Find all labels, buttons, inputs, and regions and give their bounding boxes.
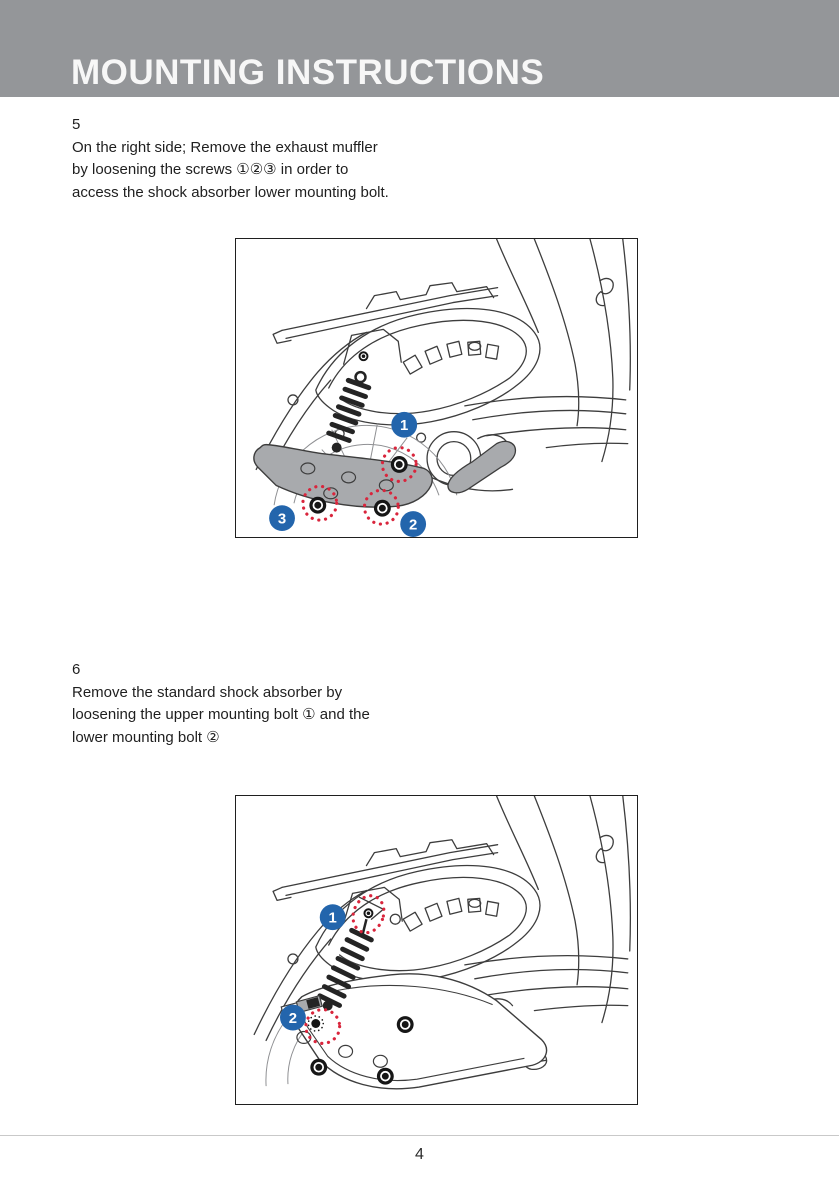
step-5-line-1: On the right side; Remove the exhaust muffler [72, 138, 378, 156]
step-5-line-3: access the shock absorber lower mounting bolt. [72, 183, 389, 201]
svg-text:1: 1 [328, 910, 337, 927]
kickstart-lever [448, 441, 516, 492]
svg-text:1: 1 [400, 418, 409, 435]
header-band [0, 0, 839, 97]
callout-badge-3 [269, 505, 295, 531]
step-6-line-2: loosening the upper mounting bolt ① and the [72, 706, 370, 723]
page-title: MOUNTING INSTRUCTIONS [71, 53, 545, 92]
screw-2-icon [374, 500, 391, 517]
frame-bolt-icon [359, 351, 369, 361]
step-6-line-1: Remove the standard shock absorber by [72, 683, 343, 701]
screw-1-icon [391, 456, 408, 473]
shock-removal-drawing [236, 796, 637, 1104]
footer-divider [0, 1135, 839, 1136]
step-6-block [72, 659, 492, 749]
callout-badge-1 [320, 904, 346, 930]
svg-text:2: 2 [409, 517, 418, 534]
cover-bolt-icon [377, 1068, 394, 1085]
muffler-removal-drawing [236, 239, 637, 537]
upper-mounting-bolt-icon [363, 908, 373, 918]
shock-absorber-spring [329, 372, 369, 452]
svg-text:3: 3 [277, 511, 287, 528]
cover-bolt-icon [397, 1016, 414, 1033]
page-number: 4 [415, 1146, 424, 1163]
screw-3-icon [309, 497, 326, 514]
figure-muffler-removal [235, 238, 638, 538]
figure-shock-removal [235, 795, 638, 1105]
step-6-line-3: lower mounting bolt ② [72, 728, 220, 746]
step-5-number: 5 [72, 116, 81, 133]
step-6-number: 6 [72, 661, 81, 678]
cover-bolt-icon [310, 1059, 327, 1076]
callout-badge-2 [400, 511, 426, 537]
callout-badge-2 [280, 1005, 306, 1031]
callout-badge-1 [391, 412, 417, 438]
svg-text:2: 2 [288, 1010, 298, 1027]
step-5-block [72, 114, 492, 204]
step-5-line-2: by loosening the screws ①②③ in order to [72, 161, 349, 178]
